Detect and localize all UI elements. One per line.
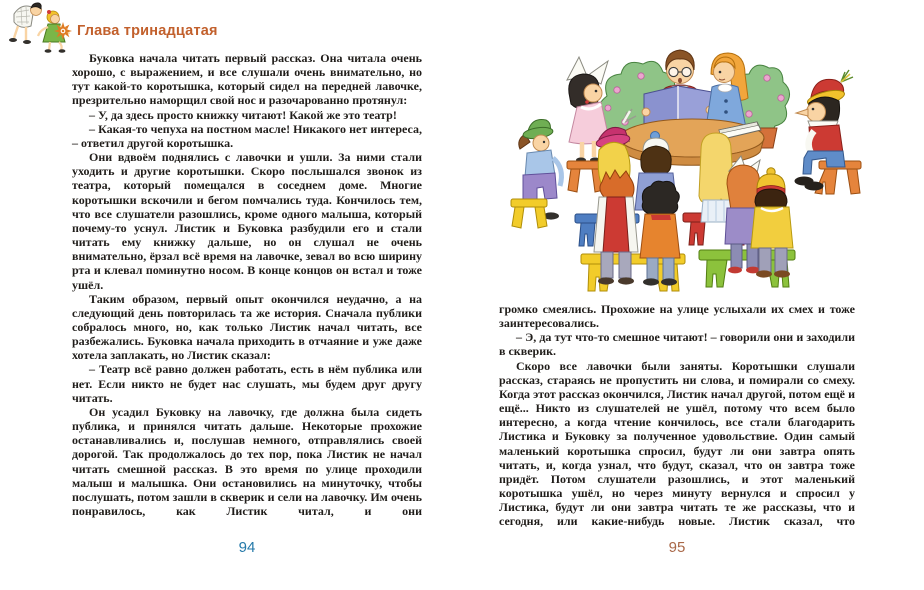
bukovka-figure	[706, 53, 748, 128]
paragraph: Скоро все лавочки были заняты. Коротышки слушали рассказ, стараясь не пропустить ни слова, и помирали со смеху. Когда этот рассказ окончился, Листик начал другой, потом ещё и ещё... Никто из слушателей не ушёл, потому что всем было интересно, а когда чтение кончилось, все стали благодарить Листика и Буковку за полученное удовольствие. Один самый маленький коротышка спросил, будут ли они завтра опять читать, и, когда узнал, что будут, сказал, что он завтра тоже придёт. Потом слушатели разошлись, и этот маленький коротышка ушёл, но через минуту вернулся и спросил у Листика, будут ли они завтра читать те же рассказы, что и сегодня, или какие-нибудь новые. Листик сказал, что	[499, 358, 855, 529]
deco-boy-figure	[9, 3, 42, 44]
paragraph: Таким образом, первый опыт окончился неудачно, а на следующий день повторилась та же история. Сначала публики собралось много, но, как только Листик начал читать, все разбежались. Буковка начала приходить в отчаяние и уже даже хотела заплакать, но Листик сказал:	[72, 291, 422, 363]
page-number-right: 95	[668, 539, 686, 556]
page-number-left: 94	[238, 539, 256, 556]
right-page-text	[499, 302, 855, 538]
paragraph: – Театр всё равно должен работать, есть в нём публика или нет. Если никто не будет нас слушать, мы будем друг другу читать.	[72, 362, 422, 405]
story-illustration	[505, 30, 885, 298]
paragraph: – Какая-то чепуха на постном масле! Никакого нет интереса, – ответил другой коротышка.	[72, 121, 422, 150]
paragraph: Они вдвоём поднялись с лавочки и ушли. За ними стали уходить и другие коротышки. Скоро послышался звонок из театра, который помещался в соседнем доме. Многие коротышки вскочили и бегом помчались туда. Кончилось тем, что все слушатели разошлись, кроме одного малыша, который почему-то уснул. Листик и Буковка разбудили его и стали читать ему книжку дальше, но он слушал не очень внимательно, ёрзал всё время на лавочке, зевал во всю ширину рта и клевал поминутно носом. В конце концов он встал и тоже ушёл.	[72, 150, 422, 292]
left-page-text	[72, 51, 422, 537]
paragraph: Буковка начала читать первый рассказ. Она читала очень хорошо, с выражением, и все слушали очень внимательно, но тут какой-то коротышка, который сидел на передней лавочке, презрительно наморщил свой нос и разочарованно протянул:	[72, 51, 422, 108]
paragraph: – У, да здесь просто книжку читают! Какой же это театр!	[89, 107, 397, 122]
sun-icon	[54, 22, 72, 40]
paragraph: Он усадил Буковку на лавочку, где должна была сидеть публика, и принялся читать дальше. Некоторые прохожие останавливались и, послушав немного, отправлялись своей дорогой. Так продолжалось до тех пор, пока Листик не начал читать смешной рассказ. В это время по улице проходили малыш и малышка. Они остановились на минуточку, чтобы послушать, потом зашли в скверик и сели на лавочку. Им очень понравилось, как Листик читал, и они	[72, 404, 422, 518]
paragraph: громко смеялись. Прохожие на улице услыхали их смех и тоже заинтересовались.	[499, 302, 855, 331]
red-haired-kid-figure	[594, 170, 638, 285]
chapter-heading	[54, 22, 218, 40]
green-hat-kid-figure	[511, 119, 561, 228]
long-nosed-boy-figure	[795, 70, 862, 194]
paragraph: – Э, да тут что-то смешное читают! – говорили они и заходили в скверик.	[499, 330, 855, 359]
chapter-title: Глава тринадцатая	[77, 23, 218, 39]
